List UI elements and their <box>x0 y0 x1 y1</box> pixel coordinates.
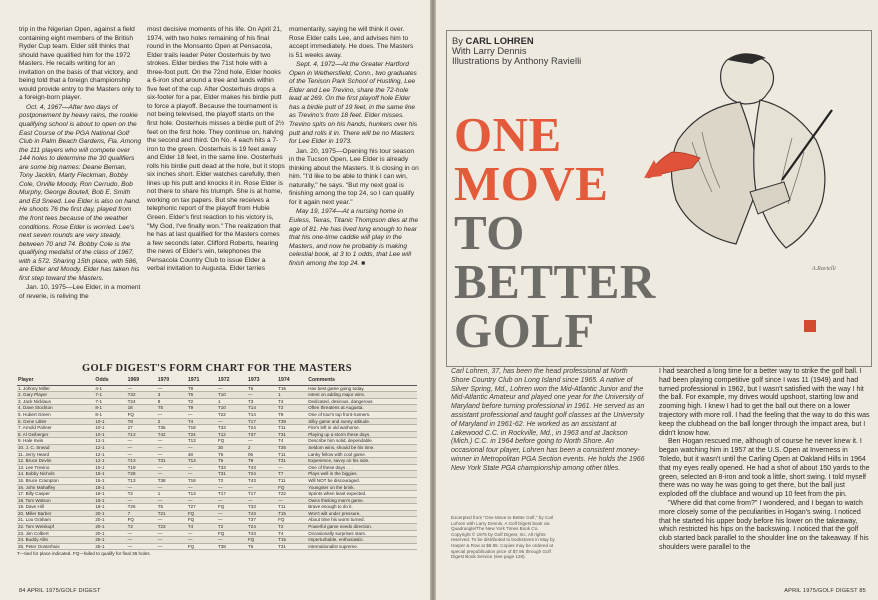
table-cell: 8 <box>157 398 187 405</box>
table-cell: T10 <box>217 392 247 399</box>
table-row <box>17 464 417 471</box>
table-cell: T13 <box>187 458 217 465</box>
table-cell: T18 <box>187 425 217 432</box>
table-cell: 4-1 <box>94 385 126 392</box>
table-row <box>17 431 417 438</box>
table-cell: 12-1 <box>94 444 126 451</box>
paragraph: Oct. 4, 1967—After two days of postponement by heavy rains, the rookie qualifying school is about to open on the East Course of the PGA National Golf Club in Palm Beach Gardens, Fla. Among the 111 players who will compete over 144 holes to determine the 30 qualifiers are some big names: Deane Beman, Tony Jacklin, Marty Fleckman, Bobby Cole, Orville Moody, Ron Cerrudo, Bob Murphy, George Boutell, Bob E. Smith and Ed Sneed. Lee Elder is also on hand. He shoots 76 the first day, played from the front tees because of the weather conditions. Rose Elder is worried. Lee's next seven rounds are very steady, between 70 and 74. Bobby Cole is the qualifying medalist of the class of 1967, with a 572. Sharing 15th place, with 586, are Elder and Moody. Elder has taken his first step toward the Masters. <box>19 103 142 282</box>
table-cell: 14. Bobby Nichols <box>17 471 94 478</box>
table-cell: 12-1 <box>94 458 126 465</box>
table-row <box>17 477 417 484</box>
table-cell: T26 <box>127 504 157 511</box>
page-folio-left: 84 APRIL 1975/GOLF DIGEST <box>19 588 101 594</box>
column-header: Player <box>17 378 94 385</box>
column-header: 1973 <box>247 378 277 385</box>
paragraph: Sept. 4, 1972—At the Greater Hartford Open in Wethersfield, Conn., two graduates of the Tenison Park School of Hustling, Lee Elder and Lee Trevino, share the 72-hole lead at 269. On the first playoff hole Elder has a birdie putt of 19 feet, in the same line as Trevino's from 18 feet. Elder misses. Trevino spits on his hands, hunkers over his putt and rolls it in. There will be no Masters for Lee Elder in 1973. <box>289 61 418 146</box>
headline-line-3: TO <box>454 205 525 260</box>
table-row <box>17 471 417 478</box>
table-cell: Experience, savvy on his side. <box>307 458 417 465</box>
table-cell: T4 <box>277 530 307 537</box>
table-cell: — <box>187 497 217 504</box>
author-intro: Carl Lohren, 37, has been the head professional at North Shore Country Club on Long Island since 1965. A native of Silver Spring, Md., Lohren won the Mid-Atlantic Junior and the Mid-Atlantic Amateur and played one year for the University of Maryland before turning professional in 1961. He served as an assistant professional and taught golf classes at the University of Maryland in 1961-62. He worked as an assistant at Lakewood C.C. in Rockville, Md., in 1963 and at Jackson (Mich.) C.C. in 1964 before going to North Shore. An occasional tour player, Lohren has been a consistent money-winner in Metropolitan PGA Section events. He holds the 1966 New York State PGA championship among other titles. <box>451 368 645 472</box>
table-cell: T4 <box>277 398 307 405</box>
table-row <box>17 510 417 517</box>
table-row <box>17 411 417 418</box>
table-cell: T24 <box>247 471 277 478</box>
table-row <box>17 398 417 405</box>
table-cell: 30 <box>217 444 247 451</box>
table-cell: 7-1 <box>94 398 126 405</box>
table-cell: FQ <box>247 537 277 544</box>
table-cell: 10-1 <box>94 431 126 438</box>
table-cell: 24. Buddy Allin <box>17 537 94 544</box>
table-cell: T42 <box>157 431 187 438</box>
table-cell: T36 <box>157 425 187 432</box>
table-cell: — <box>187 484 217 491</box>
table-cell: 18-1 <box>94 504 126 511</box>
table-cell: T13 <box>127 458 157 465</box>
table-cell: T24 <box>247 524 277 531</box>
table-cell: T8 <box>127 418 157 425</box>
table-cell: — <box>157 464 187 471</box>
table-cell: — <box>127 537 157 544</box>
table-cell: T5 <box>157 405 187 412</box>
table-cell: — <box>157 517 187 524</box>
table-cell: — <box>277 464 307 471</box>
table-cell: 16. John Mahaffey <box>17 484 94 491</box>
table-cell: Powerful game needs direction. <box>307 524 417 531</box>
table-cell: T9 <box>187 385 217 392</box>
table-cell: 25-1 <box>94 543 126 550</box>
table-cell: — <box>127 438 157 445</box>
table-cell: T23 <box>157 524 187 531</box>
table-cell: — <box>127 543 157 550</box>
table-cell: T13 <box>187 438 217 445</box>
table-cell: T31 <box>217 471 247 478</box>
table-cell: 13. Lee Trevino <box>17 464 94 471</box>
table-row <box>17 484 417 491</box>
table-cell: T43 <box>247 510 277 517</box>
table-row <box>17 385 417 392</box>
table-row <box>17 444 417 451</box>
column-header: Comments <box>307 378 417 385</box>
table-cell: 17. Billy Casper <box>17 491 94 498</box>
table-cell: — <box>217 510 247 517</box>
table-cell: — <box>157 530 187 537</box>
table-cell: FQ <box>187 510 217 517</box>
table-cell: 11. Jerry Heard <box>17 451 94 458</box>
table-row <box>17 425 417 432</box>
table-cell: T2 <box>277 405 307 412</box>
table-cell: — <box>187 530 217 537</box>
table-cell: — <box>157 484 187 491</box>
table-cell: — <box>157 537 187 544</box>
headline-line-2: MOVE <box>454 156 609 211</box>
byline-prefix: By <box>452 35 466 46</box>
table-cell: 7. Arnold Palmer <box>17 425 94 432</box>
table-cell: T11 <box>277 451 307 458</box>
paragraph: trip in the Nigerian Open, against a field containing eight members of the British Ryder Cup team. Elder still thinks that should have qualified him for the 1972 Masters. He recalls writing for an invitation on the basis of that victory, and being told that a foreign championship would provide entry to the Masters only to a foreign-born player. <box>19 26 142 102</box>
table-cell: 2. Gary Player <box>17 392 94 399</box>
table-row <box>17 418 417 425</box>
table-cell: 22. Tom Weiskopf <box>17 524 94 531</box>
table-cell: 18-1 <box>94 491 126 498</box>
table-cell: FQ <box>217 438 247 445</box>
table-header-row <box>17 378 417 385</box>
table-cell: T17 <box>247 491 277 498</box>
paragraph: May 19, 1974—At a nursing home in Euless, Texas, Titanic Thompson dies at the age of 81. He has lived long enough to hear that his one-time caddie will play in the Masters, and now he probably is making celestial book, at 3 to 1 odds, that Lee will finish among the top 24. ■ <box>289 208 419 267</box>
table-cell: T5 <box>217 458 247 465</box>
table-cell: 2 <box>247 444 277 451</box>
table-cell: 25. Peter Oosterhuis <box>17 543 94 550</box>
table-footnote: T—tied for place indicated. FQ—failed to qualify for final 36 holes. <box>17 551 151 557</box>
table-cell: T2 <box>217 524 247 531</box>
table-cell: 12-1 <box>94 438 126 445</box>
table-cell: 20-1 <box>94 524 126 531</box>
headline-square-mark <box>804 320 816 332</box>
table-row <box>17 491 417 498</box>
table-row <box>17 438 417 445</box>
table-cell: T2 <box>217 477 247 484</box>
paragraph: momentarily, saying he will think it over. Rose Elder calls Lee, and advises him to accept immediately. He does. The Masters is 51 weeks away. <box>289 26 414 59</box>
table-cell: T15 <box>277 385 307 392</box>
table-cell: T6 <box>187 392 217 399</box>
table-cell: T37 <box>247 431 277 438</box>
table-cell: T31 <box>277 431 307 438</box>
table-cell: Owns thinking man's game. <box>307 497 417 504</box>
byline <box>452 36 581 66</box>
table-cell: — <box>157 438 187 445</box>
column-header: 1972 <box>217 378 247 385</box>
paragraph: Ben Hogan rescued me, although of course he never knew it. I began watching him in 1957 at the U.S. Open at Inverness in Toledo, but it wasn't until the Carling Open at Oakland Hills in 1964 that my eyes really opened. He had a shot of about 150 yards to the green, selected an 8-iron and took a little, short swing. I told myself there was no way he was going to get there, but the ball just exploded off the clubface and wound up 10 feet from the pin. <box>659 438 870 499</box>
table-cell: — <box>217 497 247 504</box>
table-cell: T33 <box>247 504 277 511</box>
table-cell: — <box>247 497 277 504</box>
table-cell: FQ <box>277 484 307 491</box>
table-cell: T10 <box>217 405 247 412</box>
column-header: 1971 <box>187 378 217 385</box>
form-chart-table <box>17 378 417 550</box>
table-cell: 2 <box>157 418 187 425</box>
table-cell: T43 <box>247 477 277 484</box>
table-cell: T26 <box>277 444 307 451</box>
table-cell: Won't wilt under pressure. <box>307 510 417 517</box>
table-cell: 1 <box>277 392 307 399</box>
table-cell: T2 <box>127 491 157 498</box>
table-cell: — <box>127 497 157 504</box>
table-cell: 21. Lou Graham <box>17 517 94 524</box>
page-folio-right: APRIL 1975/GOLF DIGEST 85 <box>784 588 866 594</box>
table-cell: — <box>217 418 247 425</box>
table-cell: T13 <box>127 477 157 484</box>
svg-text:A.Ravielli: A.Ravielli <box>812 266 836 272</box>
table-cell: T15 <box>277 537 307 544</box>
table-cell: 20-1 <box>94 530 126 537</box>
table-cell: T21 <box>157 510 187 517</box>
table-cell: 7 <box>127 510 157 517</box>
table-cell: 4. Dave Stockton <box>17 405 94 412</box>
table-cell: Brave enough to do it. <box>307 504 417 511</box>
table-cell: — <box>217 484 247 491</box>
table-cell: T5 <box>157 504 187 511</box>
article-body <box>659 368 871 553</box>
table-cell: — <box>187 471 217 478</box>
excerpt-note: Excerpted from "One Move to Better Golf," by Carl Lohren with Larry Dennis. A Golf Digest book via Quadrangle/The New York Times Book Co. Copyright © 1975 by Golf Digest, Inc. All rights reserved. To be distributed to bookstores in May by Harper & Row at $8.95. Copies may be ordered at special prepublication price of $7.95 through Golf Digest Book Service (see page 126). <box>451 515 555 560</box>
column-header: 1970 <box>157 378 187 385</box>
table-cell: 15-1 <box>94 477 126 484</box>
table-cell: T12 <box>217 431 247 438</box>
table-cell: Lanky fellow with cool game. <box>307 451 417 458</box>
table-row <box>17 392 417 399</box>
table-row <box>17 405 417 412</box>
headline-line-4: BETTER <box>454 254 656 309</box>
paragraph: Jan. 20, 1975—Opening his tour season in the Tucson Open, Lee Elder is already thinking about the Masters. It is closing in on him. "I'd like to be able to think I can win, naturally," he says. "But my next goal is finishing among the top 24, so I can qualify for it again next year." <box>289 147 419 206</box>
table-cell: 3. Jack Nicklaus <box>17 398 94 405</box>
table-cell: Silky game and sunny attitude. <box>307 418 417 425</box>
table-cell: One of these days . . . <box>307 464 417 471</box>
table-cell: 10-1 <box>94 425 126 432</box>
left-page <box>0 0 430 600</box>
table-cell: One of tour's top front-runners. <box>307 411 417 418</box>
table-cell: T39 <box>277 418 307 425</box>
table-row <box>17 530 417 537</box>
table-cell: T22 <box>217 411 247 418</box>
table-cell: Dedicated, desirous, dangerous. <box>307 398 417 405</box>
table-cell: Often threatens at Augusta. <box>307 405 417 412</box>
table-cell: 18-1 <box>94 484 126 491</box>
table-cell: About time his worm turned. <box>307 517 417 524</box>
table-cell: T38 <box>157 477 187 484</box>
table-cell: — <box>127 530 157 537</box>
table-cell: T5 <box>217 451 247 458</box>
table-cell: T8 <box>277 411 307 418</box>
table-row <box>17 524 417 531</box>
table-cell: T2 <box>127 524 157 531</box>
paragraph: most decisive moments of his life. On April 21, 1974, with two holes remaining of his final round in the Monsanto Open at Pensacola, Elder trails leader Peter Oosterhuis by two strokes. Elder birdies the 71st hole with a three-foot putt. On the 72nd hole, Elder hooks a 6-iron shot around a tree and lands within five feet of the cup. After Oosterhuis drops a six-footer for a par, Elder makes his birdie putt to force a playoff. Because the tournament is not being televised, the playoff starts on the first hole. Oosterhuis misses a birdie putt of 2½ feet on the first hole. They continue on, halving the second and third. On No. 4 each hits a 7-iron to the green. Oosterhuis is 19 feet away and Elder 18 feet, in the same line. Oosterhuis rolls his birdie putt dead at the hole, but it stops six inches short. Elder watches carefully, then lines up his putt and knocks it in. Rose Elder is not there to share his triumph. She is at home, working on tax papers. But she receives a telephonic report of the playoff from Hubie Green. Elder's first reaction to his victory is, "My God, I've finally won." The realization that he has at last qualified for the Masters comes a few seconds later. Clifford Roberts, hearing the news of Elder's win, telephones the Pensacola Country Club to issue Elder a verbal invitation to Augusta. Elder tarries <box>147 26 285 273</box>
table-cell: T31 <box>157 458 187 465</box>
table-cell: T4 <box>187 524 217 531</box>
table-cell: 25-1 <box>94 537 126 544</box>
table-cell: 10-1 <box>94 418 126 425</box>
column-header: 1974 <box>277 378 307 385</box>
table-cell: — <box>157 444 187 451</box>
column-header: Odds <box>94 378 126 385</box>
table-cell: T2 <box>187 398 217 405</box>
table-cell: — <box>217 385 247 392</box>
table-cell: — <box>157 543 187 550</box>
table-cell: T27 <box>187 504 217 511</box>
paragraph: I had searched a long time for a better way to strike the golf ball. I had been playing competitive golf since I was 11 (1949) and had turned professional in 1962, but I wasn't satisfied with the way I hit the ball. For example, my drives would upshoot, starting low and zooming high. I knew I had to get the ball out there on a lower trajectory with more roll. I had the feeling that the way to do this was keep the clubhead on the ball longer through the impact area, but I didn't know how. <box>659 368 870 437</box>
table-cell: 48 <box>187 451 217 458</box>
table-cell: T28 <box>127 471 157 478</box>
table-cell: — <box>157 411 187 418</box>
table-cell: 15-1 <box>94 471 126 478</box>
column-header: 1969 <box>127 378 157 385</box>
table-cell: Has best game going today. <box>307 385 417 392</box>
table-cell: — <box>217 537 247 544</box>
table-cell: T17 <box>247 418 277 425</box>
table-cell: T33 <box>217 464 247 471</box>
table-cell: Sprints when least expected. <box>307 491 417 498</box>
table-cell: FQ <box>277 517 307 524</box>
table-cell: T7 <box>277 471 307 478</box>
table-row <box>17 458 417 465</box>
table-cell: T14 <box>247 411 277 418</box>
table-cell: T4 <box>277 438 307 445</box>
table-cell: T6 <box>247 543 277 550</box>
table-cell: 18 <box>127 405 157 412</box>
table-cell: 8. Al Geiberger <box>17 431 94 438</box>
table-cell: Playing up a storm these days. <box>307 431 417 438</box>
table-cell: — <box>127 451 157 458</box>
paragraph: Jan. 10, 1975—Lee Elder, in a moment of reverie, is reliving the <box>19 284 141 300</box>
table-cell: — <box>247 438 277 445</box>
table-cell: T17 <box>217 491 247 498</box>
table-cell: 20. Miller Barber <box>17 510 94 517</box>
table-cell: — <box>247 392 277 399</box>
headline-line-1: ONE <box>454 107 562 162</box>
table-cell: T13 <box>187 491 217 498</box>
table-cell: — <box>217 517 247 524</box>
table-cell: 8-1 <box>94 411 126 418</box>
table-cell: T11 <box>277 477 307 484</box>
table-cell: T43 <box>247 530 277 537</box>
table-cell: T11 <box>277 425 307 432</box>
table-cell: — <box>277 497 307 504</box>
right-page <box>436 0 878 600</box>
table-cell: 1. Johnny Miller <box>17 385 94 392</box>
headline-line-5: GOLF <box>454 303 595 358</box>
table-cell: — <box>187 537 217 544</box>
table-cell: T24 <box>247 425 277 432</box>
table-cell: — <box>127 385 157 392</box>
table-cell: 10. J. C. Snead <box>17 444 94 451</box>
form-chart-title: GOLF DIGEST'S FORM CHART FOR THE MASTERS <box>82 363 352 374</box>
table-cell: 19. Dave Hill <box>17 504 94 511</box>
table-cell: 15. Bruce Crampton <box>17 477 94 484</box>
table-cell: 15-1 <box>94 464 126 471</box>
table-cell: Plays well in the biggies. <box>307 471 417 478</box>
table-cell: Imperturbable, enthusiastic. <box>307 537 417 544</box>
table-cell: — <box>247 484 277 491</box>
table-cell: Seldom wins, should be his time. <box>307 444 417 451</box>
table-cell: 18-1 <box>94 497 126 504</box>
byline-with: With Larry Dennis <box>452 45 527 56</box>
table-cell: T24 <box>127 398 157 405</box>
table-cell: T31 <box>277 543 307 550</box>
table-cell: T2 <box>277 524 307 531</box>
table-cell: T31 <box>277 458 307 465</box>
table-cell: T8 <box>247 458 277 465</box>
table-cell: T19 <box>127 464 157 471</box>
table-cell: Internationalist supreme. <box>307 543 417 550</box>
golfer-illustration <box>632 42 862 280</box>
table-cell: 1 <box>217 398 247 405</box>
table-cell: — <box>127 484 157 491</box>
table-cell: T3 <box>247 398 277 405</box>
table-cell: 5. Hubert Green <box>17 411 94 418</box>
table-cell: — <box>157 385 187 392</box>
table-cell: FQ <box>127 411 157 418</box>
table-row <box>17 504 417 511</box>
table-cell: 1 <box>157 491 187 498</box>
table-row <box>17 517 417 524</box>
table-cell: Intent on adding major wins. <box>307 392 417 399</box>
table-cell: T6 <box>247 385 277 392</box>
table-cell: — <box>187 411 217 418</box>
table-cell: 6. Gene Littler <box>17 418 94 425</box>
table-cell: Fire's left in old warhorse. <box>307 425 417 432</box>
table-cell: 27 <box>127 425 157 432</box>
article-column-3 <box>289 26 419 269</box>
table-cell: T9 <box>187 405 217 412</box>
table-cell: — <box>157 451 187 458</box>
table-cell: — <box>187 464 217 471</box>
byline-illustrations: Illustrations by Anthony Ravielli <box>452 55 582 66</box>
table-cell: 06 <box>247 451 277 458</box>
table-cell: FQ <box>187 543 217 550</box>
table-cell: 20-1 <box>94 510 126 517</box>
table-cell: T32 <box>127 392 157 399</box>
table-cell: T15 <box>277 510 307 517</box>
table-cell: 7-1 <box>94 392 126 399</box>
table-cell: — <box>157 497 187 504</box>
table-cell: FQ <box>217 530 247 537</box>
table-cell: T14 <box>247 405 277 412</box>
table-cell: T11 <box>277 504 307 511</box>
table-cell: 8-1 <box>94 405 126 412</box>
table-cell: T22 <box>277 491 307 498</box>
table-cell: T13 <box>127 431 157 438</box>
table-cell: 23. Jim Colbert <box>17 530 94 537</box>
table-cell: 18. Tom Watson <box>17 497 94 504</box>
table-cell: T33 <box>217 425 247 432</box>
table-row <box>17 537 417 544</box>
table-cell: Describe him solid, dependable. <box>307 438 417 445</box>
table-cell: 12. Bruce Devlin <box>17 458 94 465</box>
table-row <box>17 497 417 504</box>
article-column-2 <box>147 26 285 275</box>
table-cell: Will NOT be discouraged. <box>307 477 417 484</box>
byline-author: CARL LOHREN <box>465 35 534 46</box>
table-cell: 3 <box>157 392 187 399</box>
paragraph: "Where did that come from?" I wondered, and I began to watch more closely some of the peculiarities in Hogan's swing. I noticed that he started his upper body before his lower on the takeaway, which restricted his hips on the backswing. I noticed that the golf club started back parallel to the shoulder line on the takeaway. If his shoulders were parallel to the <box>659 499 869 551</box>
table-cell: — <box>127 444 157 451</box>
table-cell: FQ <box>217 504 247 511</box>
form-chart <box>13 363 421 583</box>
table-cell: T24 <box>187 431 217 438</box>
table-cell: 20-1 <box>94 517 126 524</box>
table-row <box>17 543 417 550</box>
table-cell: — <box>187 444 217 451</box>
table-cell: 9. Hale Irwin <box>17 438 94 445</box>
table-cell: Youngster on the brink. <box>307 484 417 491</box>
table-cell: T18 <box>187 477 217 484</box>
table-cell: T4 <box>187 418 217 425</box>
table-cell: — <box>157 471 187 478</box>
table-cell: 12-1 <box>94 451 126 458</box>
table-cell: T38 <box>217 543 247 550</box>
table-row <box>17 451 417 458</box>
table-cell: T43 <box>247 464 277 471</box>
article-column-1 <box>19 26 142 303</box>
table-cell: FQ <box>127 517 157 524</box>
table-cell: Occasionally surprises stars. <box>307 530 417 537</box>
table-cell: T37 <box>247 517 277 524</box>
table-cell: FQ <box>187 517 217 524</box>
headline <box>454 107 656 358</box>
